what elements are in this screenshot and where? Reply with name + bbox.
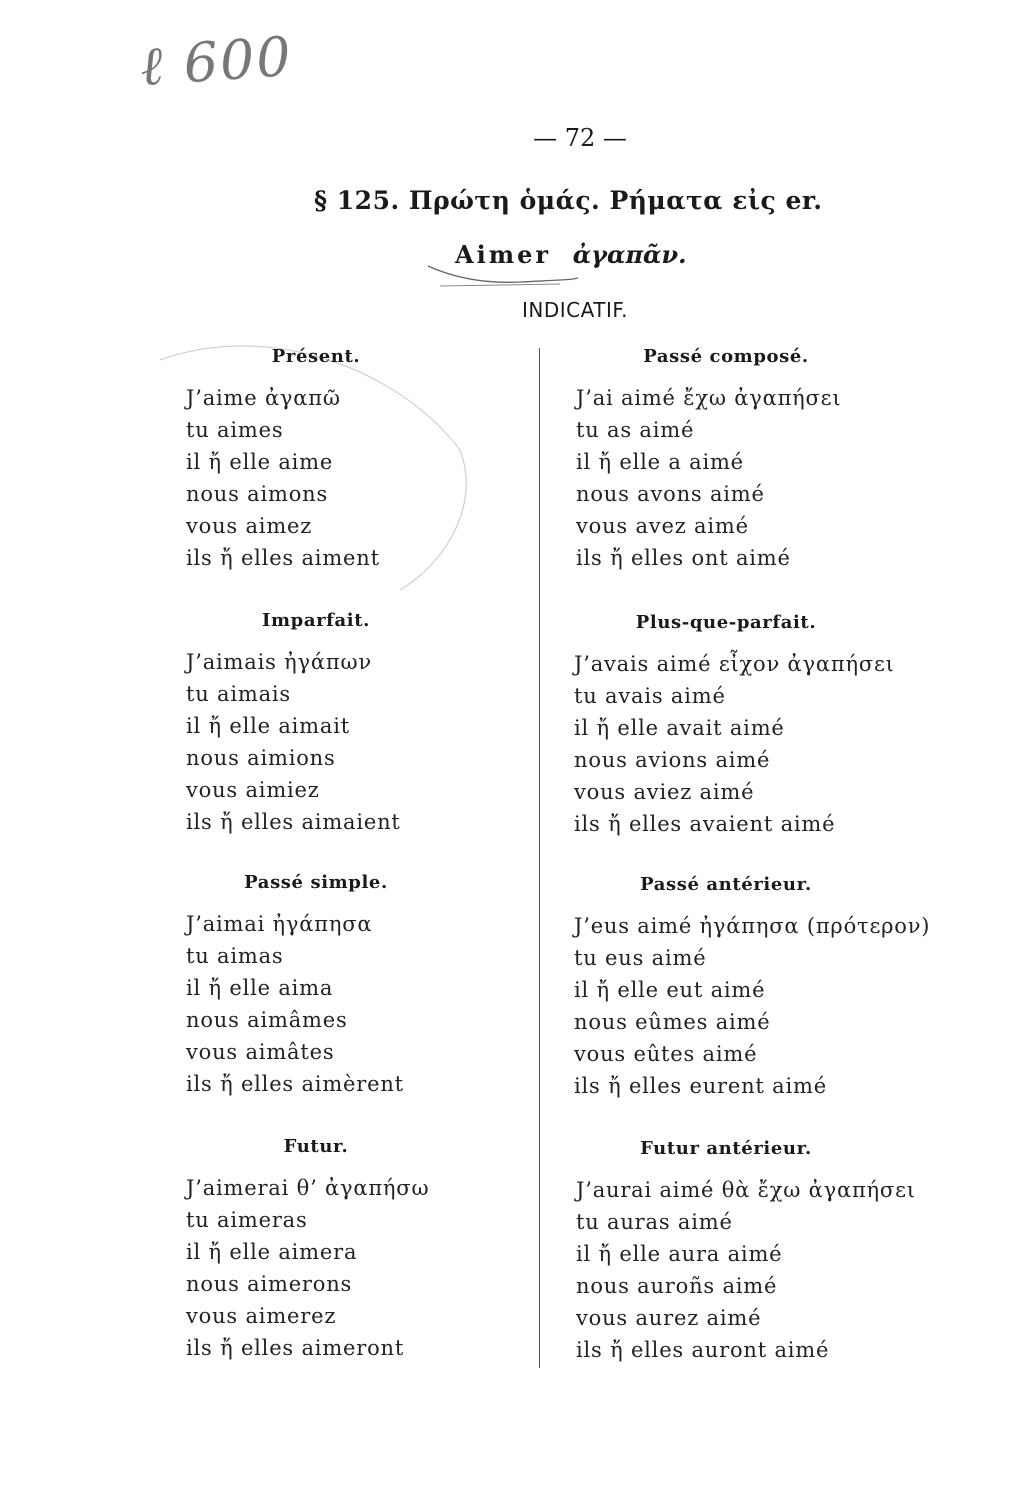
form-line: tu avais aimé — [574, 684, 726, 708]
form-line: nous aimâmes — [186, 1008, 348, 1032]
tense-title: Futur. — [283, 1136, 349, 1157]
form-line: nous aimions — [186, 746, 336, 770]
form-line: tu auras aimé — [576, 1210, 733, 1234]
form-list — [576, 382, 886, 574]
form-line: il ἤ elle eut aimé — [574, 978, 766, 1002]
form-line: tu aimais — [186, 682, 292, 706]
tense-title: Passé simple. — [244, 872, 388, 893]
form-list — [186, 1172, 456, 1364]
page-number: — 72 — — [533, 124, 627, 152]
form-line: ils ἤ elles eurent aimé — [574, 1074, 827, 1098]
verb-french: Aimer — [455, 240, 552, 269]
form-line: J’aimais ἠγάπων — [186, 650, 372, 674]
tense-title: Passé antérieur. — [640, 874, 812, 895]
form-line: J’aimai ἠγάπησα — [186, 912, 373, 936]
form-list — [576, 1174, 916, 1366]
form-line: ils ἤ elles aimaient — [186, 810, 401, 834]
form-list — [186, 908, 456, 1100]
form-line: nous aimerons — [186, 1272, 353, 1296]
handwritten-note: ℓ 600 — [137, 24, 295, 99]
tense-futur-anterieur — [576, 1136, 916, 1366]
tense-plus-que-parfait — [574, 610, 895, 840]
form-line: nous avions aimé — [574, 748, 771, 772]
form-line: tu aimes — [186, 418, 284, 442]
form-line: ils ἤ elles avaient aimé — [574, 812, 836, 836]
form-line: ils ἤ elles ont aimé — [576, 546, 791, 570]
form-line: J’aurai aimé θὰ ἔχω ἀγαπήσει — [576, 1178, 916, 1202]
form-list — [574, 910, 930, 1102]
form-line: ils ἤ elles aiment — [186, 546, 380, 570]
tense-passe-anterieur — [574, 872, 930, 1102]
form-line: il ἤ elle aimait — [186, 714, 350, 738]
tense-imparfait — [186, 608, 456, 838]
tense-title: Présent. — [271, 346, 361, 367]
form-line: tu aimeras — [186, 1208, 308, 1232]
tense-futur — [186, 1134, 456, 1364]
form-line: vous aviez aimé — [574, 780, 755, 804]
form-line: tu eus aimé — [574, 946, 707, 970]
form-line: J’eus aimé ἠγάπησα (πρότερον) — [574, 914, 931, 938]
form-line: il ἤ elle aura aimé — [576, 1242, 783, 1266]
form-line: nous auroñs aimé — [576, 1274, 778, 1298]
form-line: il ἤ elle aime — [186, 450, 334, 474]
pencil-underline-decoration — [420, 262, 580, 290]
form-line: J’aime ἀγαπῶ — [186, 386, 341, 410]
form-line: nous eûmes aimé — [574, 1010, 771, 1034]
tense-passe-simple — [186, 870, 456, 1100]
form-line: nous aimons — [186, 482, 329, 506]
form-line: ils ἤ elles auront aimé — [576, 1338, 830, 1362]
tense-title: Imparfait. — [261, 610, 371, 631]
form-line: il ἤ elle aima — [186, 976, 334, 1000]
form-line: J’ai aimé ἔχω ἀγαπήσει — [576, 386, 842, 410]
form-list — [574, 648, 895, 840]
form-line: il ἤ elle a aimé — [576, 450, 744, 474]
form-line: J’aimerai θ’ ἀγαπήσω — [186, 1176, 430, 1200]
form-line: vous aurez aimé — [576, 1306, 762, 1330]
form-line: vous eûtes aimé — [574, 1042, 758, 1066]
form-line: vous aimâtes — [186, 1040, 335, 1064]
form-list — [186, 646, 456, 838]
form-line: ils ἤ elles aimeront — [186, 1336, 405, 1360]
form-line: il ἤ elle avait aimé — [574, 716, 785, 740]
form-list — [186, 382, 456, 574]
form-line: vous aimerez — [186, 1304, 337, 1328]
mood-heading: INDICATIF. — [521, 298, 628, 322]
section-title: § 125. Πρώτη ὁμάς. Ρήματα εἰς er. — [314, 186, 823, 215]
form-line: ils ἤ elles aimèrent — [186, 1072, 404, 1096]
form-line: J’avais aimé εἶχον ἀγαπήσει — [574, 652, 895, 676]
tense-title: Futur antérieur. — [640, 1138, 812, 1159]
form-line: vous avez aimé — [576, 514, 749, 538]
form-line: vous aimez — [186, 514, 313, 538]
form-line: tu aimas — [186, 944, 284, 968]
column-divider — [539, 348, 540, 1368]
form-line: tu as aimé — [576, 418, 695, 442]
tense-title: Passé composé. — [643, 346, 809, 367]
form-line: il ἤ elle aimera — [186, 1240, 358, 1264]
form-line: vous aimiez — [186, 778, 320, 802]
tense-title: Plus-que-parfait. — [635, 612, 817, 633]
form-line: nous avons aimé — [576, 482, 765, 506]
verb-greek: ἀγαπᾶν. — [572, 240, 687, 269]
tense-passe-compose — [576, 344, 886, 574]
tense-present — [186, 344, 456, 574]
